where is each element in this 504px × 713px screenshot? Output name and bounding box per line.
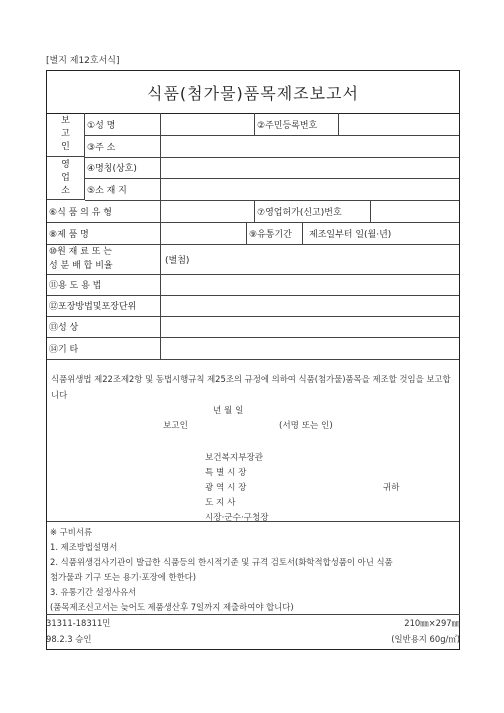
packaging-row — [47, 295, 459, 317]
documents-heading: ※ 구비서류 — [50, 527, 93, 537]
properties-row — [47, 316, 459, 338]
ingredients-row — [47, 244, 459, 275]
location-field[interactable] — [161, 178, 459, 200]
document-item: 3. 유통기간 설정사유서 — [50, 587, 137, 597]
business-label: 영 업 소 — [47, 157, 85, 200]
paper-type: (일반용지 60g/㎡) — [391, 634, 460, 644]
document-item: 1. 제조방법설명서 — [50, 542, 118, 552]
ingredients-field[interactable]: (별첨) — [165, 255, 190, 266]
product-name-label: ⑧제 품 명 — [47, 222, 161, 244]
form-title: 식품(첨가물)품목제조보고서 — [47, 71, 459, 114]
form-footer — [46, 614, 460, 647]
report-form — [46, 70, 460, 650]
resident-no-field[interactable] — [339, 113, 459, 135]
ingredients-label: ⑩원 재 료 또 는 성 분 배 합 비율 — [47, 244, 161, 274]
product-name-field[interactable] — [161, 222, 247, 244]
form-code: 31311-18311민 — [46, 618, 111, 628]
business-name-row — [85, 157, 459, 179]
other-label: ⑭기 타 — [47, 337, 161, 359]
signature-line: (서명 또는 인) — [279, 421, 333, 431]
usage-row — [47, 274, 459, 296]
location-row — [85, 178, 459, 201]
shelf-life-field[interactable]: 제조일부터 일(월·년) — [309, 229, 392, 240]
name-field[interactable] — [161, 113, 255, 135]
recipient-province: 도 지 사 — [205, 498, 236, 508]
reporter-line: 보고인 — [163, 421, 188, 431]
approval-date: 98.2.3 승인 — [46, 634, 92, 644]
other-row — [47, 337, 459, 360]
packaging-label: ⑫포장방법및포장단위 — [47, 295, 161, 316]
license-no-field[interactable] — [371, 200, 459, 222]
required-documents — [47, 521, 459, 612]
form-number: [별지 제12호서식] — [46, 56, 120, 66]
name-row — [85, 113, 459, 136]
usage-label: ⑪용 도 용 법 — [47, 274, 161, 295]
packaging-field[interactable] — [161, 295, 459, 316]
license-no-label: ⑦영업허가(신고)번호 — [255, 200, 371, 222]
properties-label: ⑬성 상 — [47, 316, 161, 337]
properties-field[interactable] — [161, 316, 459, 337]
usage-field[interactable] — [161, 274, 459, 295]
document-item: 첨가물과 기구 또는 용기·포장에 한한다) — [50, 572, 197, 582]
recipient-minister: 보건복지부장관 — [205, 453, 264, 463]
addressee: 귀하 — [383, 483, 400, 493]
paper-size: 210㎜×297㎜ — [404, 618, 460, 628]
food-type-row — [47, 200, 459, 223]
other-field[interactable] — [161, 337, 459, 359]
address-field[interactable] — [161, 135, 459, 157]
food-type-label: ⑥식 품 의 유 형 — [47, 200, 161, 222]
date-line: 년 월 일 — [213, 406, 244, 416]
address-label: ③주 소 — [85, 135, 161, 157]
recipient-local: 시장·군수·구청장 — [205, 513, 269, 523]
address-row — [85, 135, 459, 158]
reporter-label: 보 고 인 — [47, 113, 85, 157]
product-row — [47, 222, 459, 245]
name-label: ①성 명 — [85, 113, 161, 135]
business-name-label: ④명칭(상호) — [85, 157, 161, 178]
food-type-field[interactable] — [161, 200, 255, 222]
shelf-life-label: ⑨유통기간 — [247, 222, 303, 244]
resident-no-label: ②주민등록번호 — [255, 113, 339, 135]
recipient-metro-city: 광 역 시 장 — [205, 483, 247, 493]
business-name-field[interactable] — [161, 157, 459, 178]
document-note: (품목제조신고서는 늦어도 제품생산후 7일까지 제출하여야 합니다) — [50, 602, 294, 612]
location-label: ⑤소 재 지 — [85, 178, 161, 200]
statement-text: 식품위생법 제22조제2항 및 동법시행규칙 제25조의 규정에 의하여 식품(첨가물)품목을 제조할 것임을 보고합니다 — [51, 374, 451, 400]
recipient-special-city: 특 별 시 장 — [205, 468, 247, 478]
document-item: 2. 식품위생검사기관이 발급한 식품등의 한시적기준 및 규격 검토서(화학적합성품이 아닌 식품 — [50, 557, 393, 567]
